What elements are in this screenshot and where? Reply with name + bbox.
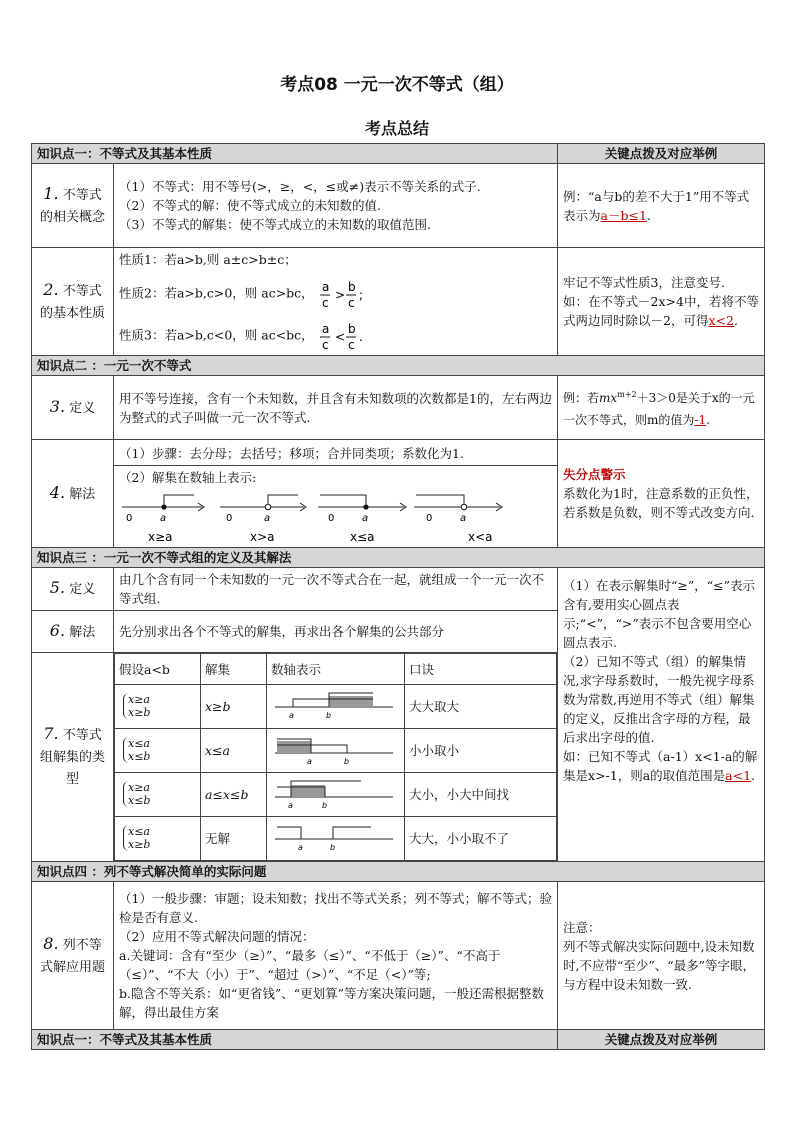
- svg-text:;: ;: [358, 288, 363, 302]
- svg-text:a: a: [362, 513, 369, 524]
- svg-text:0: 0: [226, 513, 233, 524]
- svg-text:b: b: [322, 801, 328, 809]
- svg-text:a: a: [307, 757, 312, 765]
- header-row-k3: [32, 548, 765, 568]
- number-line-x-le-a: [318, 495, 406, 544]
- number-line-x-gt-a: [220, 495, 306, 544]
- svg-text:c: c: [321, 296, 329, 310]
- svg-text:c: c: [321, 338, 329, 352]
- svg-text:0: 0: [126, 513, 133, 524]
- svg-text:a: a: [460, 513, 467, 524]
- header-k1: 知识点一：不等式及其基本性质: [32, 144, 558, 164]
- row-content: （1）不等式：用不等号(>，≥，<，≤或≠)表示不等关系的式子. （2）不等式的解：使不等式成立的未知数的值. （3）不等式的解集：使不等式成立的未知数的取值范围.: [114, 164, 558, 248]
- row-3: [32, 376, 765, 440]
- svg-text:0: 0: [328, 513, 335, 524]
- summary-table: [31, 143, 765, 1050]
- type-row: x≤a x≥b 无解 a b 大大，小小取不了: [115, 817, 557, 861]
- row-tip-group: （1）在表示解集时“≥”，“≤”表示含有,要用实心圆点表示;“<”，“>”表示不包含要用空心圆点表示. （2）已知不等式（组）的解集情况,求字母系数时，一般先视字母系数为常数,再逆用不等式（组）解集的定义，反推出含字母的方程，最后求出字母的值. 如：已知不等式（a-1）x<1-a的解集是x>-1，则a的取值范围是a<1.: [558, 568, 765, 862]
- svg-text:<: <: [334, 330, 345, 344]
- type-row: x≥a x≥b x≥b a b 大大取大: [115, 685, 557, 729]
- header-k2: 知识点二 ：一元一次不等式: [32, 356, 765, 376]
- header-row-k1: [32, 144, 765, 164]
- row-5: [32, 568, 765, 611]
- row-2: [32, 248, 765, 356]
- type-row: x≤a x≤b x≤a a b 小小取小: [115, 729, 557, 773]
- header-row-k2: [32, 356, 765, 376]
- system-types-table: [114, 653, 557, 861]
- header-right-b: 关键点拨及对应举例: [558, 1030, 765, 1050]
- row-tip: 例：若$mx^{m+2}+3>0$是关于x的一元一次不等式，则m的值为-1.: [558, 376, 765, 440]
- axis-label: x≥a: [148, 530, 173, 544]
- system-number-line: [271, 687, 399, 721]
- svg-text:b: b: [344, 757, 350, 765]
- header-k3: 知识点三 ：一元一次不等式组的定义及其解法: [32, 548, 765, 568]
- svg-text:a: a: [321, 322, 330, 336]
- svg-text:c: c: [347, 296, 355, 310]
- row-content: 由几个含有同一个未知数的一元一次不等式合在一起，就组成一个一元一次不等式组.: [114, 568, 558, 611]
- header-right: 关键点拨及对应举例: [558, 144, 765, 164]
- row-tip: 例：“a与b的差不大于1”用不等式表示为a－b≤1.: [558, 164, 765, 248]
- number-line-x-ge-a: [122, 495, 204, 544]
- svg-text:0: 0: [426, 513, 433, 524]
- svg-text:b: b: [326, 711, 332, 720]
- row-content: 性质1：若a>b,则 a±c>b±c； 性质2：若a>b,c>0，则 ac>bc， a c > b c ; 性质3：若a>b,c<0，则 ac<bc， a c < b c .: [114, 248, 558, 356]
- svg-text:b: b: [347, 322, 356, 336]
- svg-text:a: a: [288, 801, 293, 809]
- row-label: 6. 解法: [32, 611, 114, 653]
- svg-text:a: a: [321, 280, 330, 294]
- page-subtitle: 考点总结: [364, 119, 429, 138]
- number-line-x-lt-a: [414, 495, 502, 544]
- svg-text:b: b: [330, 843, 336, 852]
- page-title: 考点08 一元一次不等式（组）: [280, 75, 514, 95]
- fraction-lt: [318, 319, 366, 353]
- row-label: 4. 解法: [32, 440, 114, 548]
- axis-label: x<a: [468, 530, 493, 544]
- row-content: 先分别求出各个不等式的解集，再求出各个解集的公共部分: [114, 611, 558, 653]
- row-content: （1）步骤：去分母；去括号；移项；合并同类项；系数化为1. （2）解集在数轴上表示: 0 a x≥a 0 a x>a 0 a x≤a 0 a x<a: [114, 440, 558, 548]
- type-row: x≥a x≤b a≤x≤b a b 大小，小大中间找: [115, 773, 557, 817]
- svg-text:a: a: [298, 843, 303, 852]
- row-content: （1）一般步骤：审题；设未知数；找出不等式关系；列不等式；解不等式；验检是否有意义. （2）应用不等式解决问题的情况： a.关键词：含有“至少（≥）”、“最多（≤）”、“不低于（≥）”、“不高于（≤）”、“不大（小）于”、“超过（>）”、“不足（<）”等; b.隐含不等关系：如“更省钱”、“更划算”等方案决策问题，一般还需根据整数解，得出最佳方案: [114, 882, 558, 1030]
- system-number-line: [271, 775, 399, 809]
- header-k4: 知识点四 ：列不等式解决简单的实际问题: [32, 862, 765, 882]
- row-1: [32, 164, 765, 248]
- row-label: 3. 定义: [32, 376, 114, 440]
- system-number-line: [271, 731, 399, 765]
- svg-text:a: a: [160, 513, 167, 524]
- header-k1b: 知识点一：不等式及其基本性质: [32, 1030, 558, 1050]
- svg-text:>: >: [334, 288, 345, 302]
- number-line-diagram: [114, 489, 544, 545]
- row-content: [114, 653, 558, 862]
- system-number-line: [271, 819, 399, 853]
- svg-text:a: a: [264, 513, 271, 524]
- svg-text:c: c: [347, 338, 355, 352]
- row-tip: 注意： 列不等式解决实际问题中,设未知数时,不应带“至少”、“最多”等字眼，与方程中设未知数一致.: [558, 882, 765, 1030]
- row-label: 8. 列不等式解应用题: [32, 882, 114, 1030]
- row-label: 5. 定义: [32, 568, 114, 611]
- fraction-gt: [318, 277, 366, 311]
- row-8: [32, 882, 765, 1030]
- svg-text:a: a: [289, 711, 294, 720]
- header-row-k1b: [32, 1030, 765, 1050]
- inner-header-row: 假设a<b 解集 数轴表示 口诀: [115, 654, 557, 685]
- svg-text:b: b: [347, 280, 356, 294]
- row-label: 1. 不等式的相关概念: [32, 164, 114, 248]
- axis-label: x>a: [250, 530, 275, 544]
- row-label: 2. 不等式的基本性质: [32, 248, 114, 356]
- row-content: 用不等号连接，含有一个未知数，并且含有未知数项的次数都是1的，左右两边为整式的式子叫做一元一次不等式.: [114, 376, 558, 440]
- row-4: [32, 440, 765, 548]
- svg-text:.: .: [358, 330, 363, 344]
- row-tip: 失分点警示 系数化为1时，注意系数的正负性，若系数是负数，则不等式改变方向.: [558, 440, 765, 548]
- axis-label: x≤a: [350, 530, 375, 544]
- row-label: 7. 不等式组解集的类型: [32, 653, 114, 862]
- row-tip: 牢记不等式性质3，注意变号. 如：在不等式－2x>4中，若将不等式两边同时除以－2，可得x<2.: [558, 248, 765, 356]
- header-row-k4: [32, 862, 765, 882]
